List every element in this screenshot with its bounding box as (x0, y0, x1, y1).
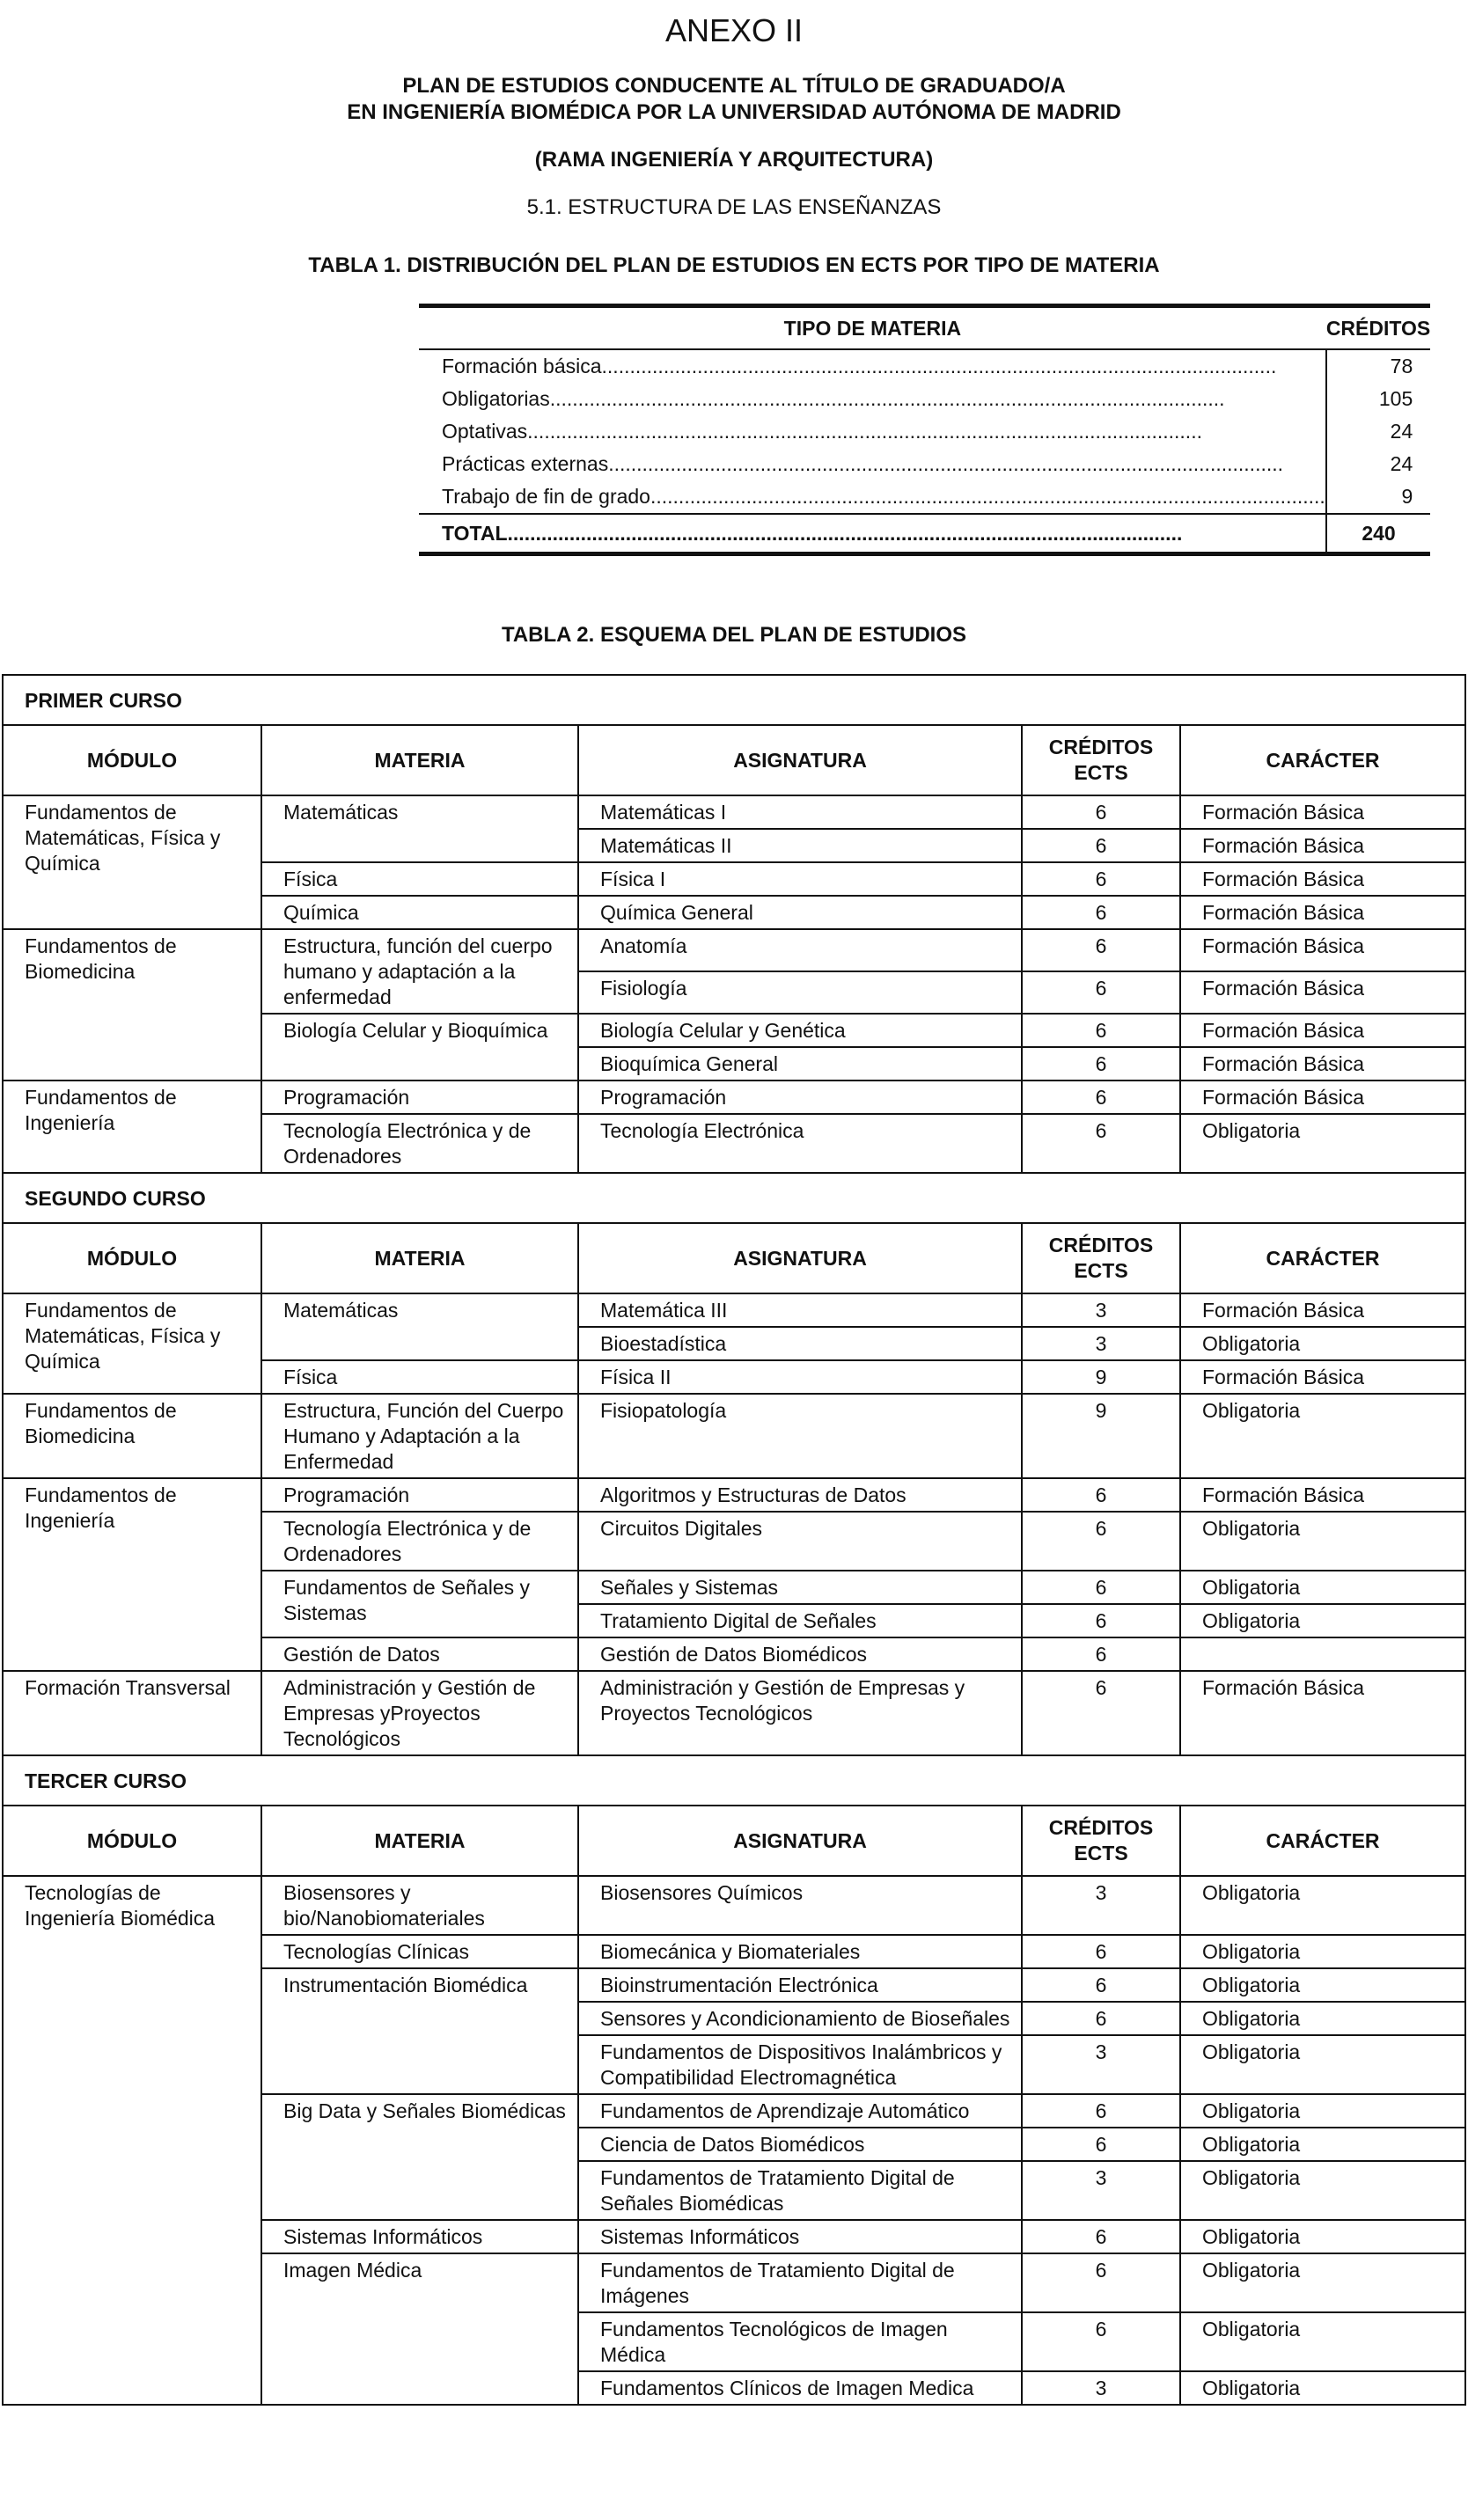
course-label: PRIMER CURSO (3, 675, 1465, 725)
materia-cell: Tecnología Electrónica y de Ordenadores (261, 1114, 578, 1173)
ects-cell: 6 (1022, 1671, 1180, 1755)
header-caracter: CARÁCTER (1180, 725, 1465, 795)
ects-cell: 6 (1022, 1637, 1180, 1671)
materia-cell: Programación (261, 1081, 578, 1114)
table-row (3, 795, 1465, 829)
asignatura-cell: Algoritmos y Estructuras de Datos (578, 1478, 1022, 1512)
caracter-cell: Formación Básica (1180, 971, 1465, 1014)
asignatura-cell: Fundamentos Clínicos de Imagen Medica (578, 2371, 1022, 2405)
ects-cell: 6 (1022, 929, 1180, 971)
header-creditos-ects: CRÉDITOS ECTS (1022, 1223, 1180, 1293)
modulo-cell: Fundamentos de Matemáticas, Física y Química (3, 795, 261, 929)
materia-cell: Química (261, 896, 578, 929)
table-row (3, 1081, 1465, 1114)
ects-cell: 9 (1022, 1394, 1180, 1478)
header-caracter: CARÁCTER (1180, 1806, 1465, 1876)
asignatura-cell: Tratamiento Digital de Señales (578, 1604, 1022, 1637)
study-plan-table (2, 674, 1466, 2406)
total-value: 240 (1326, 514, 1430, 554)
asignatura-cell: Física II (578, 1360, 1022, 1394)
header-materia: MATERIA (261, 725, 578, 795)
header-materia: MATERIA (261, 1223, 578, 1293)
row-value: 105 (1326, 383, 1430, 415)
ects-cell: 6 (1022, 2253, 1180, 2312)
asignatura-cell: Biomecánica y Biomateriales (578, 1935, 1022, 1968)
annex-title: ANEXO II (664, 12, 804, 48)
table-row (3, 1671, 1465, 1755)
asignatura-cell: Fisiología (578, 971, 1022, 1014)
asignatura-cell: Tecnología Electrónica (578, 1114, 1022, 1173)
caracter-cell: Formación Básica (1180, 1014, 1465, 1047)
table-header-row (3, 1806, 1465, 1876)
ects-cell: 6 (1022, 2312, 1180, 2371)
materia-cell: Estructura, función del cuerpo humano y adaptación a la enfermedad (261, 929, 578, 1014)
asignatura-cell: Fisiopatología (578, 1394, 1022, 1478)
ects-cell: 6 (1022, 1571, 1180, 1604)
row-label: Obligatorias ..... (419, 383, 1326, 415)
materia-cell: Biología Celular y Bioquímica (261, 1014, 578, 1081)
asignatura-cell: Matemáticas I (578, 795, 1022, 829)
caracter-cell: Obligatoria (1180, 2220, 1465, 2253)
course-label: SEGUNDO CURSO (3, 1173, 1465, 1223)
asignatura-cell: Matemática III (578, 1293, 1022, 1327)
table-header-row (419, 306, 1430, 350)
asignatura-cell: Programación (578, 1081, 1022, 1114)
caracter-cell: Obligatoria (1180, 1114, 1465, 1173)
header-asignatura: ASIGNATURA (578, 1806, 1022, 1876)
course-row (3, 675, 1465, 725)
header-modulo: MÓDULO (3, 1806, 261, 1876)
asignatura-cell: Química General (578, 896, 1022, 929)
modulo-cell: Fundamentos de Matemáticas, Física y Química (3, 1293, 261, 1394)
caracter-cell: Obligatoria (1180, 2035, 1465, 2094)
ects-cell: 6 (1022, 1968, 1180, 2002)
modulo-cell: Tecnologías de Ingeniería Biomédica (3, 1876, 261, 2405)
materia-cell: Estructura, Función del Cuerpo Humano y Adaptación a la Enfermedad (261, 1394, 578, 1478)
header-asignatura: ASIGNATURA (578, 725, 1022, 795)
header-asignatura: ASIGNATURA (578, 1223, 1022, 1293)
ects-cell: 3 (1022, 1327, 1180, 1360)
ects-cell: 6 (1022, 2094, 1180, 2128)
caracter-cell: Obligatoria (1180, 1876, 1465, 1935)
caracter-cell: Formación Básica (1180, 1081, 1465, 1114)
ects-cell: 6 (1022, 1014, 1180, 1047)
materia-cell: Instrumentación Biomédica (261, 1968, 578, 2094)
table-row (419, 415, 1430, 448)
table-header-row (3, 1223, 1465, 1293)
ects-cell: 6 (1022, 829, 1180, 862)
ects-cell: 6 (1022, 2220, 1180, 2253)
ects-cell: 6 (1022, 2128, 1180, 2161)
ects-cell: 6 (1022, 2002, 1180, 2035)
asignatura-cell: Biología Celular y Genética (578, 1014, 1022, 1047)
caracter-cell: Obligatoria (1180, 1512, 1465, 1571)
caracter-cell: Obligatoria (1180, 2002, 1465, 2035)
materia-cell: Física (261, 1360, 578, 1394)
caracter-cell: Formación Básica (1180, 1671, 1465, 1755)
ects-cell: 3 (1022, 2161, 1180, 2220)
asignatura-cell: Señales y Sistemas (578, 1571, 1022, 1604)
plan-title-line-2: EN INGENIERÍA BIOMÉDICA POR LA UNIVERSIDAD AUTÓNOMA DE MADRID (347, 100, 1121, 124)
course-label: TERCER CURSO (3, 1755, 1465, 1806)
materia-cell: Matemáticas (261, 1293, 578, 1360)
section-heading: 5.1. ESTRUCTURA DE LAS ENSEÑANZAS (526, 195, 942, 219)
table-row (419, 480, 1430, 514)
caracter-cell: Obligatoria (1180, 1604, 1465, 1637)
rama-subtitle: (RAMA INGENIERÍA Y ARQUITECTURA) (534, 148, 934, 172)
caracter-cell: Obligatoria (1180, 1327, 1465, 1360)
caracter-cell: Formación Básica (1180, 795, 1465, 829)
asignatura-cell: Circuitos Digitales (578, 1512, 1022, 1571)
ects-cell: 3 (1022, 1876, 1180, 1935)
asignatura-cell: Ciencia de Datos Biomédicos (578, 2128, 1022, 2161)
asignatura-cell: Sistemas Informáticos (578, 2220, 1022, 2253)
caracter-cell: Obligatoria (1180, 1394, 1465, 1478)
asignatura-cell: Fundamentos de Aprendizaje Automático (578, 2094, 1022, 2128)
caracter-cell: Formación Básica (1180, 1047, 1465, 1081)
ects-cell: 6 (1022, 795, 1180, 829)
caracter-cell: Formación Básica (1180, 929, 1465, 971)
ects-cell: 6 (1022, 1512, 1180, 1571)
table-row (3, 1293, 1465, 1327)
header-creditos: CRÉDITOS (1326, 306, 1430, 350)
ects-cell: 6 (1022, 1047, 1180, 1081)
row-label: Trabajo de fin de grado ..... (419, 480, 1326, 514)
ects-cell: 6 (1022, 1478, 1180, 1512)
modulo-cell: Fundamentos de Ingeniería (3, 1081, 261, 1173)
total-row (419, 514, 1430, 554)
ects-cell: 6 (1022, 1081, 1180, 1114)
header-tipo-materia: TIPO DE MATERIA (419, 306, 1326, 350)
materia-cell: Tecnologías Clínicas (261, 1935, 578, 1968)
row-value: 78 (1326, 349, 1430, 383)
ects-cell: 3 (1022, 2035, 1180, 2094)
caracter-cell: Obligatoria (1180, 2253, 1465, 2312)
row-label: Prácticas externas ..... (419, 448, 1326, 480)
row-label: Formación básica ..... (419, 349, 1326, 383)
ects-cell: 6 (1022, 1935, 1180, 1968)
materia-cell: Fundamentos de Señales y Sistemas (261, 1571, 578, 1637)
asignatura-cell: Fundamentos Tecnológicos de Imagen Médica (578, 2312, 1022, 2371)
ects-cell: 9 (1022, 1360, 1180, 1394)
ects-cell: 6 (1022, 896, 1180, 929)
table-row (419, 448, 1430, 480)
materia-cell: Gestión de Datos (261, 1637, 578, 1671)
materia-cell: Biosensores y bio/Nanobiomateriales (261, 1876, 578, 1935)
asignatura-cell: Bioquímica General (578, 1047, 1022, 1081)
materia-cell: Programación (261, 1478, 578, 1512)
asignatura-cell: Sensores y Acondicionamiento de Bioseñales (578, 2002, 1022, 2035)
header-modulo: MÓDULO (3, 725, 261, 795)
table-header-row (3, 725, 1465, 795)
header-creditos-ects: CRÉDITOS ECTS (1022, 725, 1180, 795)
materia-cell: Sistemas Informáticos (261, 2220, 578, 2253)
caracter-cell: Formación Básica (1180, 1293, 1465, 1327)
asignatura-cell: Fundamentos de Tratamiento Digital de Imágenes (578, 2253, 1022, 2312)
caracter-cell: Obligatoria (1180, 2128, 1465, 2161)
row-value: 24 (1326, 448, 1430, 480)
tabla2-title: TABLA 2. ESQUEMA DEL PLAN DE ESTUDIOS (501, 623, 967, 647)
caracter-cell: Obligatoria (1180, 1935, 1465, 1968)
asignatura-cell: Matemáticas II (578, 829, 1022, 862)
header-modulo: MÓDULO (3, 1223, 261, 1293)
ects-distribution-table (419, 304, 1430, 556)
materia-cell: Matemáticas (261, 795, 578, 862)
caracter-cell: Obligatoria (1180, 2312, 1465, 2371)
caracter-cell: Obligatoria (1180, 2371, 1465, 2405)
materia-cell: Administración y Gestión de Empresas yProyectos Tecnológicos (261, 1671, 578, 1755)
materia-cell: Big Data y Señales Biomédicas (261, 2094, 578, 2220)
header-creditos-ects: CRÉDITOS ECTS (1022, 1806, 1180, 1876)
materia-cell: Imagen Médica (261, 2253, 578, 2405)
modulo-cell: Fundamentos de Biomedicina (3, 1394, 261, 1478)
table-row (3, 1478, 1465, 1512)
ects-cell: 6 (1022, 1604, 1180, 1637)
modulo-cell: Formación Transversal (3, 1671, 261, 1755)
caracter-cell: Formación Básica (1180, 896, 1465, 929)
asignatura-cell: Fundamentos de Dispositivos Inalámbricos y Compatibilidad Electromagnética (578, 2035, 1022, 2094)
modulo-cell: Fundamentos de Biomedicina (3, 929, 261, 1081)
caracter-cell (1180, 1637, 1465, 1671)
course-row (3, 1173, 1465, 1223)
asignatura-cell: Anatomía (578, 929, 1022, 971)
table-row (419, 349, 1430, 383)
caracter-cell: Obligatoria (1180, 2094, 1465, 2128)
ects-cell: 6 (1022, 971, 1180, 1014)
materia-cell: Física (261, 862, 578, 896)
caracter-cell: Formación Básica (1180, 829, 1465, 862)
table-row (3, 1394, 1465, 1478)
caracter-cell: Formación Básica (1180, 1360, 1465, 1394)
asignatura-cell: Bioestadística (578, 1327, 1022, 1360)
row-label: Optativas ..... (419, 415, 1326, 448)
ects-cell: 3 (1022, 2371, 1180, 2405)
header-caracter: CARÁCTER (1180, 1223, 1465, 1293)
ects-cell: 6 (1022, 862, 1180, 896)
table-row (3, 929, 1465, 971)
caracter-cell: Obligatoria (1180, 1968, 1465, 2002)
total-label: TOTAL ..... (419, 514, 1326, 554)
header-materia: MATERIA (261, 1806, 578, 1876)
caracter-cell: Formación Básica (1180, 862, 1465, 896)
row-value: 24 (1326, 415, 1430, 448)
caracter-cell: Formación Básica (1180, 1478, 1465, 1512)
asignatura-cell: Administración y Gestión de Empresas y Proyectos Tecnológicos (578, 1671, 1022, 1755)
asignatura-cell: Gestión de Datos Biomédicos (578, 1637, 1022, 1671)
course-row (3, 1755, 1465, 1806)
modulo-cell: Fundamentos de Ingeniería (3, 1478, 261, 1671)
plan-title-line-1: PLAN DE ESTUDIOS CONDUCENTE AL TÍTULO DE GRADUADO/A (402, 74, 1066, 98)
table-row (3, 1876, 1465, 1935)
asignatura-cell: Fundamentos de Tratamiento Digital de Señales Biomédicas (578, 2161, 1022, 2220)
asignatura-cell: Bioinstrumentación Electrónica (578, 1968, 1022, 2002)
caracter-cell: Obligatoria (1180, 2161, 1465, 2220)
ects-cell: 3 (1022, 1293, 1180, 1327)
asignatura-cell: Física I (578, 862, 1022, 896)
caracter-cell: Obligatoria (1180, 1571, 1465, 1604)
row-value: 9 (1326, 480, 1430, 514)
asignatura-cell: Biosensores Químicos (578, 1876, 1022, 1935)
tabla1-title: TABLA 1. DISTRIBUCIÓN DEL PLAN DE ESTUDIOS EN ECTS POR TIPO DE MATERIA (308, 253, 1160, 277)
table-row (419, 383, 1430, 415)
materia-cell: Tecnología Electrónica y de Ordenadores (261, 1512, 578, 1571)
ects-cell: 6 (1022, 1114, 1180, 1173)
